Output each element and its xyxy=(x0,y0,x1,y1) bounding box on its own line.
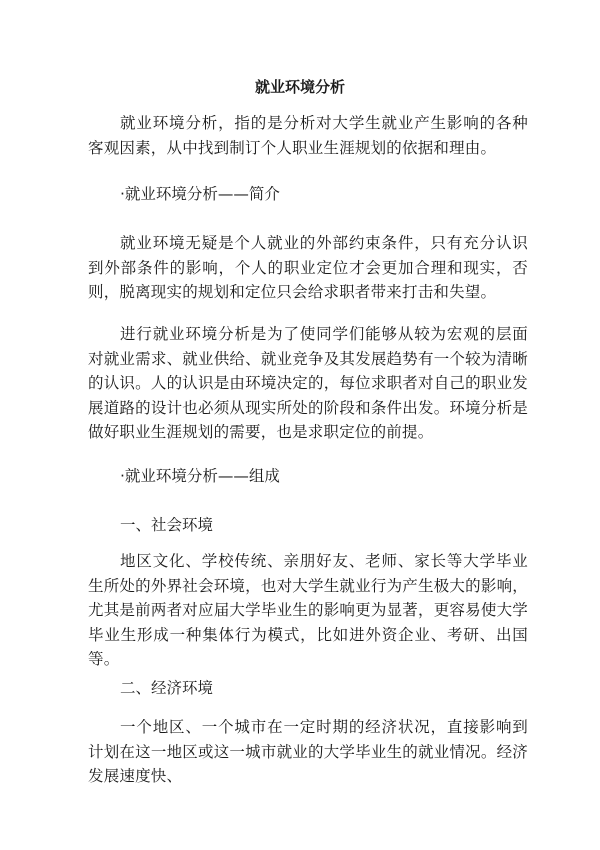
intro-paragraph: 就业环境分析，指的是分析对大学生就业产生影响的各种客观因素，从中找到制订个人职业生涯规划的依据和理由。 xyxy=(88,114,528,157)
paragraph-purpose: 进行就业环境分析是为了使同学们能够从较为宏观的层面对就业需求、就业供给、就业竞争及其发展趋势有一个较为清晰的认识。人的认识是由环境决定的，每位求职者对自己的职业发展道路的设计也必须从现实所处的阶段和条件出发。环境分析是做好职业生涯规划的需要，也是求职定位的前提。 xyxy=(88,325,528,441)
paragraph-economic-environment: 一个地区、一个城市在一定时期的经济状况，直接影响到计划在这一地区或这一城市就业的大学毕业生的就业情况。经济发展速度快、 xyxy=(88,718,528,785)
section-heading-intro: ·就业环境分析——简介 xyxy=(120,185,280,203)
subheading-social-environment: 一、社会环境 xyxy=(120,516,214,534)
section-heading-composition: ·就业环境分析——组成 xyxy=(120,467,280,485)
paragraph-social-environment: 地区文化、学校传统、亲朋好友、老师、家长等大学毕业生所处的外界社会环境，也对大学生就业行为产生极大的影响，尤其是前两者对应届大学毕业生的影响更为显著，更容易使大学毕业生形成一种集体行为模式，比如进外资企业、考研、出国等。 xyxy=(88,552,528,668)
document-title: 就业环境分析 xyxy=(254,78,345,96)
paragraph-constraints: 就业环境无疑是个人就业的外部约束条件，只有充分认识到外部条件的影响，个人的职业定位才会更加合理和现实，否则，脱离现实的规划和定位只会给求职者带来打击和失望。 xyxy=(88,234,528,301)
subheading-economic-environment: 二、经济环境 xyxy=(120,679,214,697)
